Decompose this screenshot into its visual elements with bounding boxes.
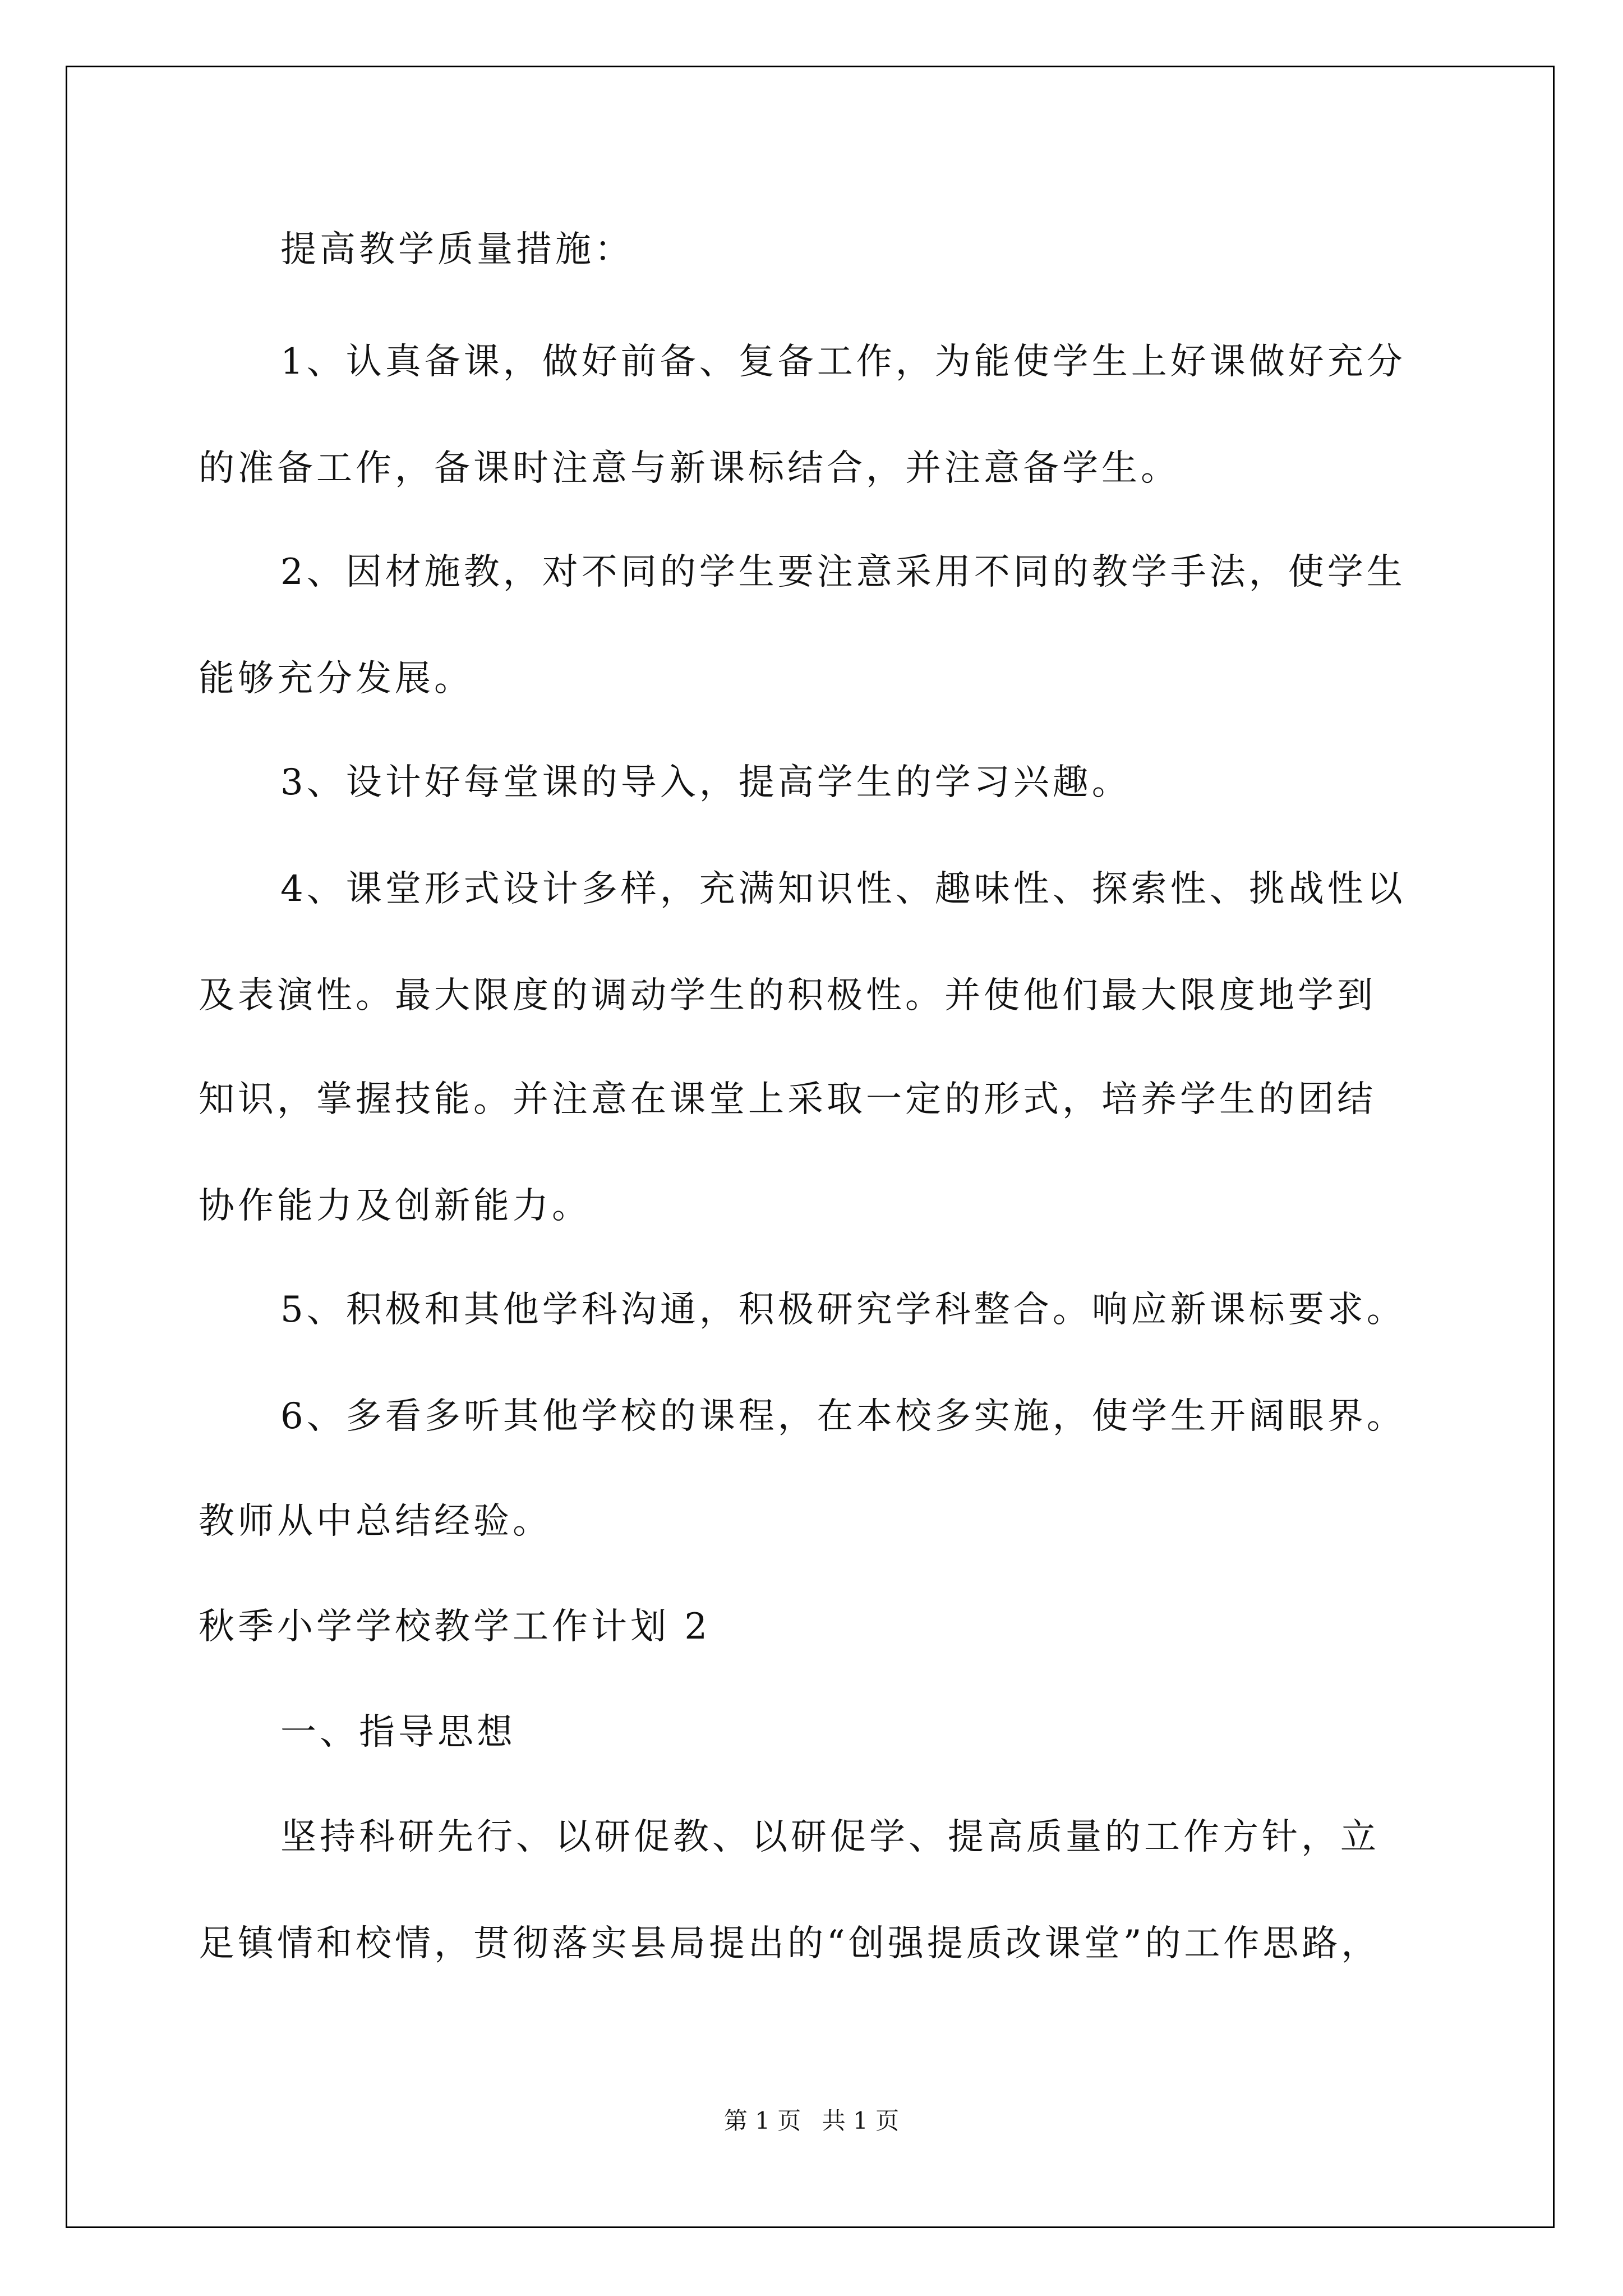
paragraph-line: 的准备工作，备课时注意与新课标结合，并注意备学生。 [199,448,1180,489]
paragraph-line: 3、设计好每堂课的导入，提高学生的学习兴趣。 [280,762,1131,803]
page-number: 第 1 页 [723,2107,801,2134]
paragraph-line: 4、课堂形式设计多样，充满知识性、趣味性、探索性、挑战性以 [280,868,1406,910]
paragraph-line: 教师从中总结经验。 [199,1501,552,1542]
paragraph-line: 1、认真备课，做好前备、复备工作，为能使学生上好课做好充分 [280,341,1406,383]
paragraph-line: 足镇情和校情，贯彻落实县局提出的“创强提质改课堂”的工作思路， [199,1923,1381,1964]
section-title: 秋季小学学校教学工作计划 2 [199,1606,711,1648]
page-border [66,66,1555,2228]
paragraph-line: 协作能力及创新能力。 [199,1185,591,1227]
paragraph-line: 坚持科研先行、以研促教、以研促学、提高质量的工作方针，立 [280,1816,1380,1858]
page-total: 共 1 页 [822,2107,900,2134]
paragraph-line: 2、因材施教，对不同的学生要注意采用不同的教学手法，使学生 [280,551,1406,593]
paragraph-line: 6、多看多听其他学校的课程，在本校多实施，使学生开阔眼界。 [280,1396,1406,1437]
page-footer [0,2102,1623,2136]
subsection-heading: 一、指导思想 [280,1711,516,1753]
paragraph-line: 5、积极和其他学科沟通，积极研究学科整合。响应新课标要求。 [280,1289,1406,1331]
paragraph-line: 知识，掌握技能。并注意在课堂上采取一定的形式，培养学生的团结 [199,1079,1376,1120]
paragraph-line: 能够充分发展。 [199,658,473,700]
heading-measures: 提高教学质量措施： [280,229,634,270]
paragraph-line: 及表演性。最大限度的调动学生的积极性。并使他们最大限度地学到 [199,975,1376,1016]
